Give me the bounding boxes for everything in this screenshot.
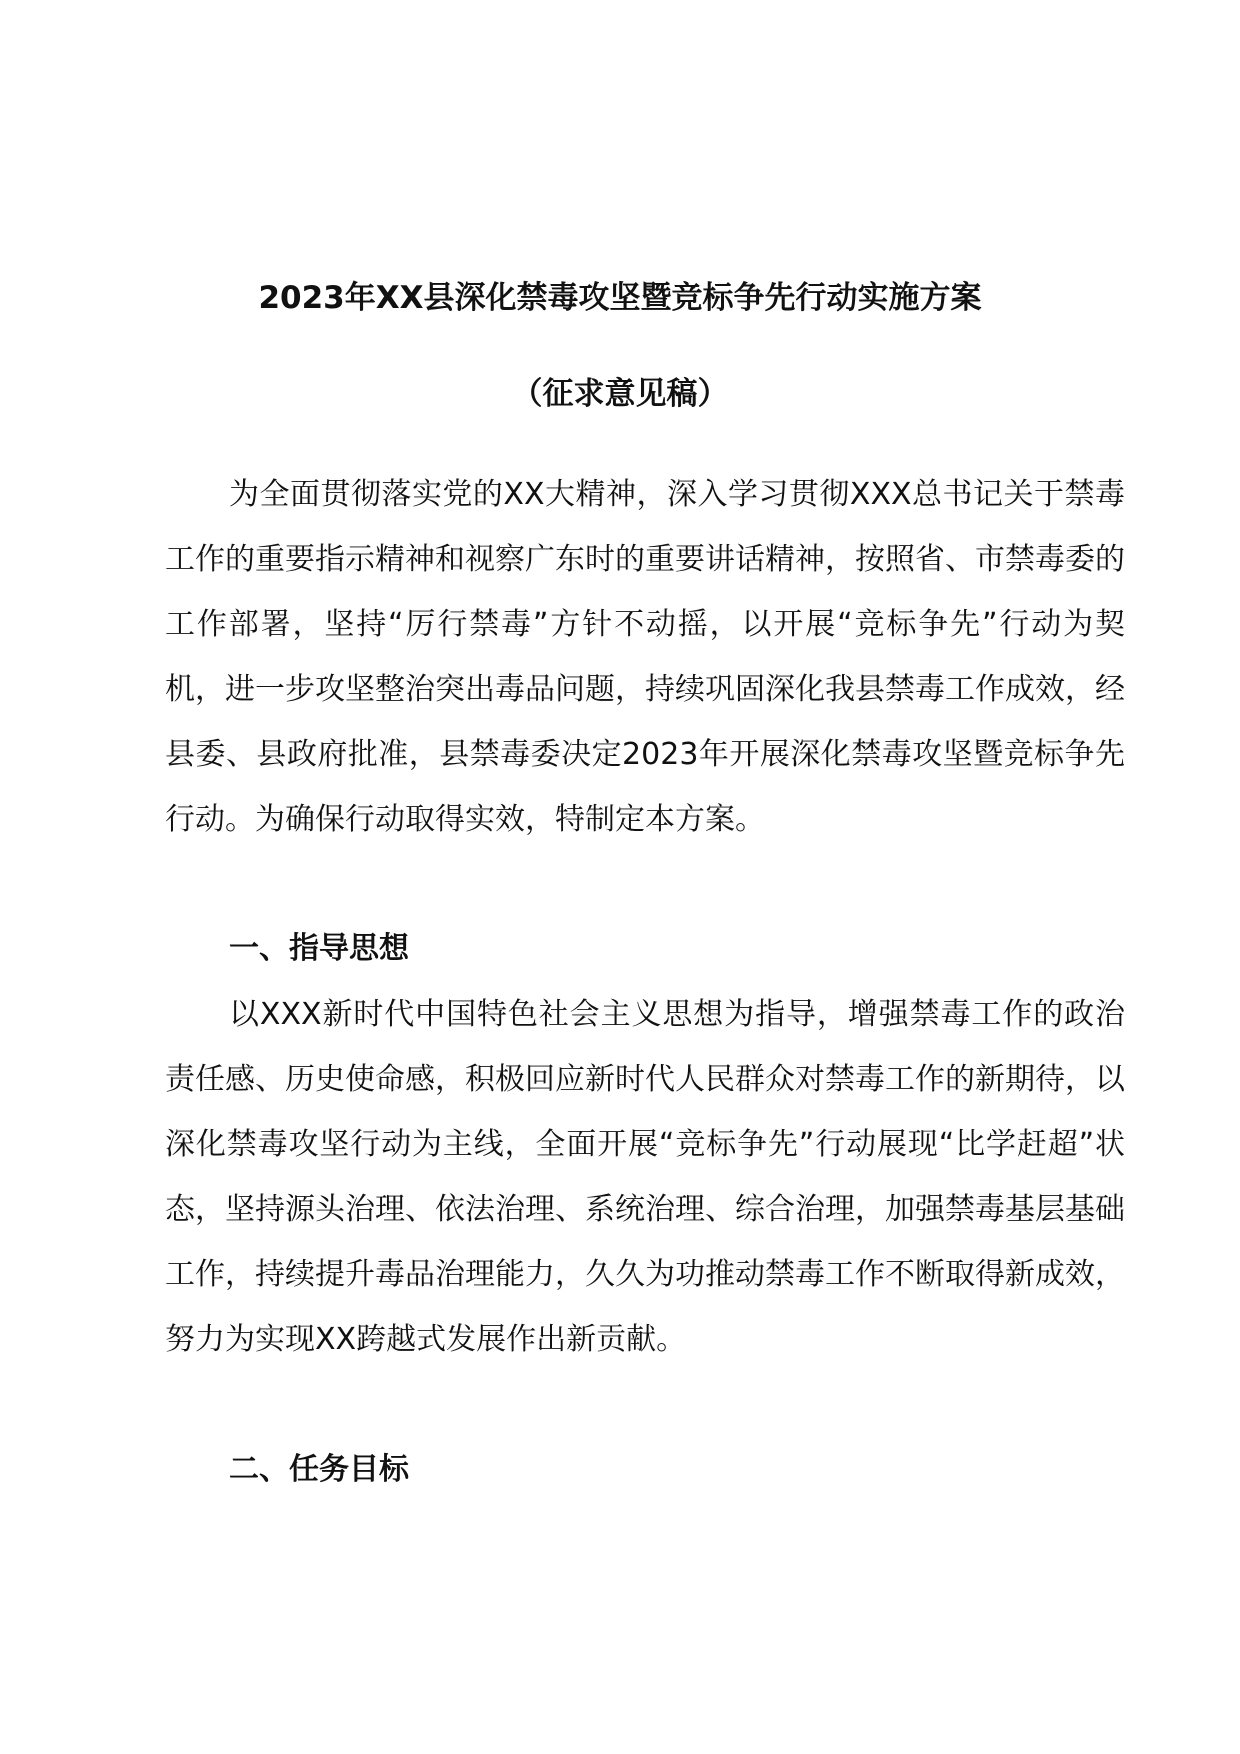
document-title: 2023年XX县深化禁毒攻坚暨竞标争先行动实施方案 (258, 280, 982, 316)
document-subtitle: （征求意见稿） (511, 376, 729, 412)
intro-paragraph: 为全面贯彻落实党的XX大精神，深入学习贯彻XXX总书记关于禁毒工作的重要指示精神和视察广东时的重要讲话精神，按照省、市禁毒委的工作部署，坚持“厉行禁毒”方针不动摇，以开展“竞标争先”行动为契机，进一步攻坚整治突出毒品问题，持续巩固深化我县禁毒工作成效，经县委、县政府批准，县禁毒委决定2023年开展深化禁毒攻坚暨竞标争先行动。为确保行动取得实效，特制定本方案。 (165, 477, 1125, 837)
section-paragraph-guiding-thought: 以XXX新时代中国特色社会主义思想为指导，增强禁毒工作的政治责任感、历史使命感，积极回应新时代人民群众对禁毒工作的新期待，以深化禁毒攻坚行动为主线，全面开展“竞标争先”行动展现“比学赶超”状态，坚持源头治理、依法治理、系统治理、综合治理，加强禁毒基层基础工作，持续提升毒品治理能力，久久为功推动禁毒工作不断取得新成效，努力为实现XX跨越式发展作出新贡献。 (165, 997, 1125, 1357)
section-heading-guiding-thought: 一、指导思想 (229, 931, 409, 966)
section-heading-task-goals: 二、任务目标 (229, 1452, 409, 1487)
